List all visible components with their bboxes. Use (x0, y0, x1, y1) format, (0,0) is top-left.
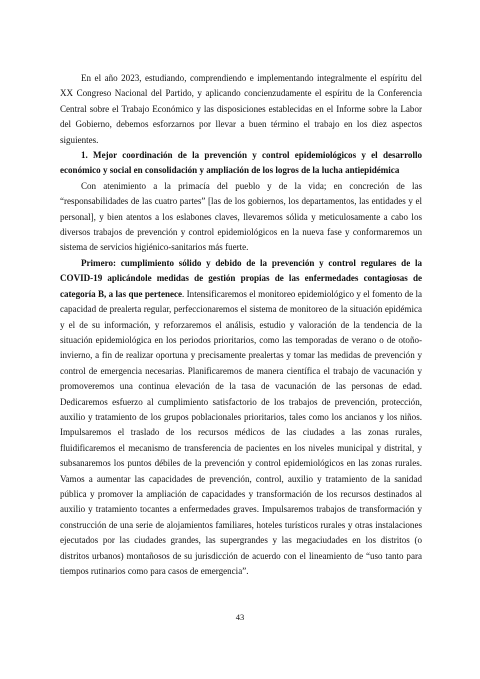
section-heading: 1. Mejor coordinación de la prevención y control epidemiológicos y el desarrollo económico y social en consolidación y ampliación de los logros de la lucha antiepidémica (60, 150, 422, 176)
paragraph-body: . Intensificaremos el monitoreo epidemiológico y el fomento de la capacidad de prealerta regular, perfeccionaremos el sistema de monitoreo de la situación epidémica y el de su información, y reforzaremos el análisis, estudio y valoración de la tendencia de la situación epidemiológica en los periodos prioritarios, como las temporadas de verano o de otoño-invierno, a fin de realizar oportuna y precisamente prealertas y tomar las medidas de prevención y control de emergencia necesarias. Planificaremos de manera científica el trabajo de vacunación y promoveremos una continua elevación de la tasa de vacunación de las personas de edad. Dedicaremos esfuerzo al cumplimiento satisfactorio de los trabajos de prevención, protección, auxilio y tratamiento de los grupos poblacionales prioritarios, tales como los ancianos y los niños. Impulsaremos el traslado de los recursos médicos de las ciudades a las zonas rurales, fluidificaremos el mecanismo de transferencia de pacientes en los niveles municipal y distrital, y subsanaremos los puntos débiles de la prevención y control epidemiológicos en las zonas rurales. Vamos a aumentar las capacidades de prevención, control, auxilio y tratamiento de la sanidad pública y promover la ampliación de capacidades y transformación de los recursos destinados al auxilio y tratamiento tocantes a enfermedades graves. Impulsaremos trabajos de transformación y construcción de una serie de alojamientos familiares, hoteles turísticos rurales y otras instalaciones ejecutados por las ciudades grandes, las supergrandes y las megaciudades en los distritos (o distritos urbanos) montañosos de su jurisdicción de acuerdo con el lineamiento de “uso tanto para tiempos rutinarios como para casos de emergencia”. (60, 288, 422, 576)
paragraph-first-point (60, 256, 422, 580)
page-number: 43 (235, 612, 245, 622)
paragraph-lead: Primero: cumplimiento sólido y debido de la prevención y control regulares de la COVID-19 aplicándole medidas de gestión propias de las enfermedades contagiosas de categoría B, a las que pertenece (60, 257, 422, 299)
paragraph-intro: En el año 2023, estudiando, comprendiendo e implementando integralmente el espíritu del XX Congreso Nacional del Partido, y aplicando concienzudamente el espíritu de la Conferencia Central sobre el Trabajo Económico y las disposiciones establecidas en el Informe sobre la Labor del Gobierno, debemos esforzarnos por llevar a buen término el trabajo en los diez aspectos siguientes. (60, 73, 422, 145)
document-body (60, 71, 422, 579)
paragraph-section-intro: Con atenimiento a la primacía del pueblo y de la vida; en concreción de las “responsabilidades de las cuatro partes” [las de los gobiernos, los departamentos, las entidades y el personal], y bien atentos a los eslabones claves, llevaremos sólida y meticulosamente a cabo los diversos trabajos de prevención y control epidemiológicos en la nueva fase y conformaremos un sistema de servicios higiénico-sanitarios más fuerte. (60, 180, 422, 253)
